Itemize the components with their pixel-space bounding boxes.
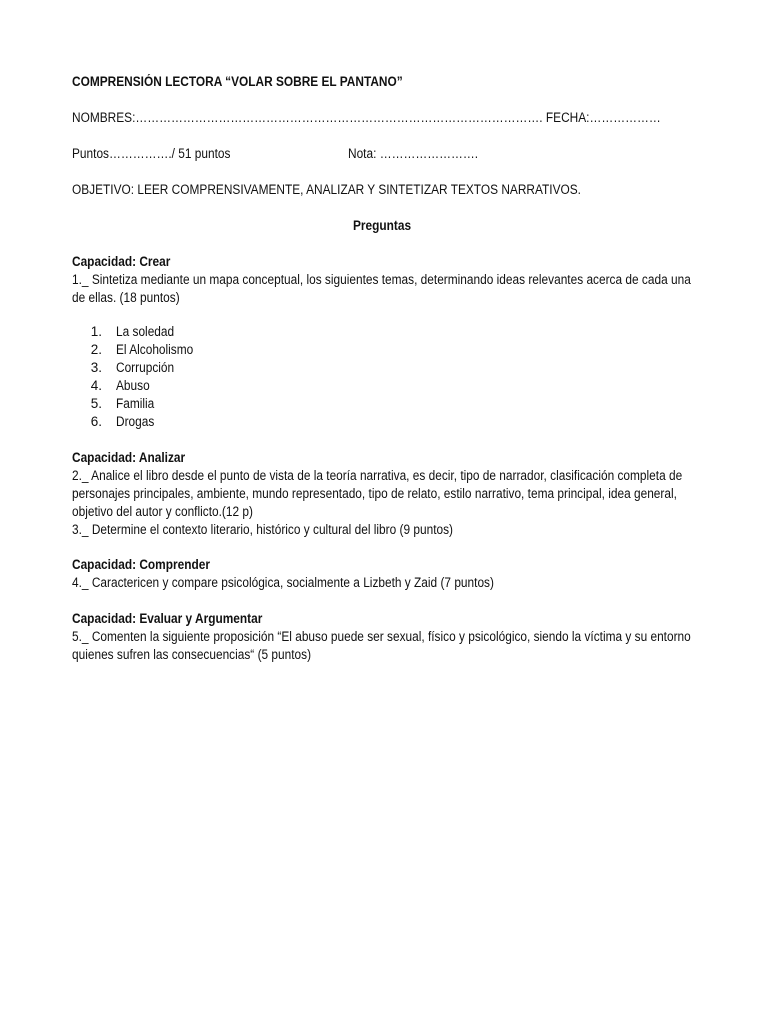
preguntas-heading: Preguntas	[352, 218, 412, 233]
section-crear	[72, 253, 702, 307]
question-1: 1._ Sintetiza mediante un mapa conceptual, los siguientes temas, determinando ideas relevantes acerca de cada una de ellas. (18 puntos)	[72, 272, 691, 305]
question-3: 3._ Determine el contexto literario, histórico y cultural del libro (9 puntos)	[72, 522, 453, 537]
section-analizar	[72, 449, 702, 539]
capacidad-heading: Capacidad: Evaluar y Argumentar	[72, 611, 263, 626]
objetivo-line: OBJETIVO: LEER COMPRENSIVAMENTE, ANALIZAR Y SINTETIZAR TEXTOS NARRATIVOS.	[72, 182, 581, 197]
capacidad-heading: Capacidad: Comprender	[72, 557, 210, 572]
puntos-line: Puntos……………./ 51 puntos	[72, 146, 231, 161]
nombres-fecha-line: NOMBRES:…………………………………………………………………………………………. FECHA:………………	[72, 110, 661, 125]
nota-line: Nota: …………………….	[348, 146, 479, 161]
section-comprender	[72, 556, 702, 592]
question-4: 4._ Caractericen y compare psicológica, socialmente a Lizbeth y Zaid (7 puntos)	[72, 575, 494, 590]
section-evaluar	[72, 610, 702, 664]
question-2: 2._ Analice el libro desde el punto de vista de la teoría narrativa, es decir, tipo de narrador, clasificación completa de personajes principales, ambiente, mundo representado, tipo de relato, estilo narrativo, tema principal, idea general, objetivo del autor y conflicto.(12 p)	[72, 468, 683, 519]
capacidad-heading: Capacidad: Analizar	[72, 450, 186, 465]
question-5: 5._ Comenten la siguiente proposición “El abuso puede ser sexual, físico y psicológico, siendo la víctima y su entorno quienes sufren las consecuencias“ (5 puntos)	[72, 629, 691, 662]
document-title: COMPRENSIÓN LECTORA “VOLAR SOBRE EL PANTANO”	[72, 74, 403, 89]
capacidad-heading: Capacidad: Crear	[72, 254, 171, 269]
